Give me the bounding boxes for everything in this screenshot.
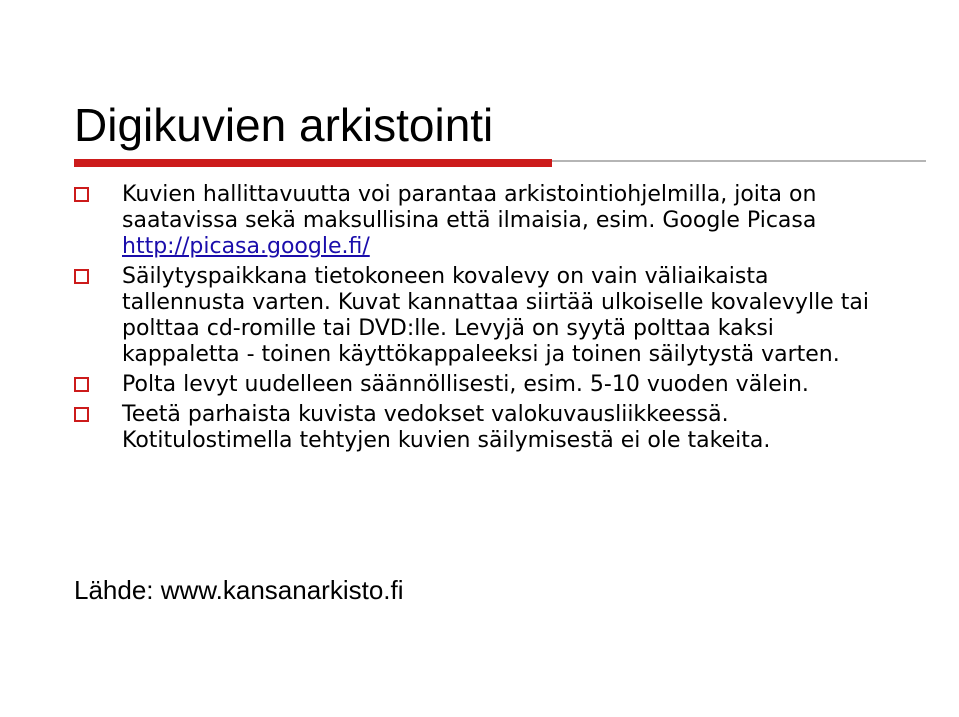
bullet-text: Teetä parhaista kuvista vedokset valokuvausliikkeessä. Kotitulostimella tehtyjen kuvien säilymisestä ei ole takeita.	[122, 402, 771, 453]
square-outline-icon	[74, 187, 89, 202]
source-credit: Lähde: www.kansanarkisto.fi	[74, 575, 404, 605]
slide-title: Digikuvien arkistointi	[74, 99, 494, 151]
bullet-text: Kuvien hallittavuutta voi parantaa arkistointiohjelmilla, joita on saatavissa sekä maksullisina että ilmaisia, esim. Google Picasa	[122, 182, 817, 233]
bullet-text: Säilytyspaikkana tietokoneen kovalevy on vain väliaikaista tallennusta varten. Kuvat kannattaa siirtää ulkoiselle kovalevylle tai polttaa cd-romille tai DVD:lle. Levyjä on syytä polttaa kaksi kappaletta - toinen käyttökappaleeksi ja toinen säilytystä varten.	[122, 264, 869, 367]
square-outline-icon	[74, 407, 89, 422]
bullet-item	[74, 402, 874, 454]
square-outline-icon	[74, 269, 89, 284]
title-accent-bar	[74, 159, 552, 167]
bullet-item	[74, 372, 874, 398]
bullet-item	[74, 182, 874, 260]
bullet-text: Polta levyt uudelleen säännöllisesti, esim. 5-10 vuoden välein.	[122, 372, 809, 397]
bullet-item	[74, 264, 874, 368]
square-outline-icon	[74, 377, 89, 392]
bullet-list	[74, 182, 874, 458]
picasa-link[interactable]: http://picasa.google.fi/	[122, 234, 370, 259]
